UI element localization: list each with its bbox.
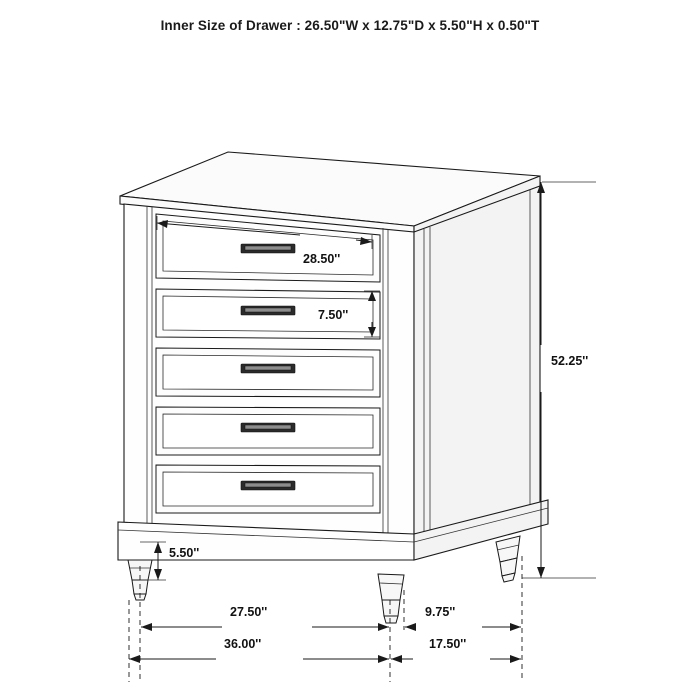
dim-front-width [141,623,389,631]
chest-side-panel [414,186,540,534]
drawer-3 [156,348,380,397]
label-front-width: 27.50'' [230,605,268,619]
label-overall-height: 52.25'' [551,354,589,368]
label-overall-depth: 17.50'' [429,637,467,651]
leg-front-right [378,574,404,623]
label-side-depth: 9.75'' [425,605,456,619]
label-overall-width: 36.00'' [224,637,262,651]
extension-lines [140,556,522,682]
label-drawer-height: 7.50'' [318,308,349,322]
page-title: Inner Size of Drawer : 26.50"W x 12.75"D x 5.50"H x 0.50"T [160,18,540,33]
leg-back-right [496,536,520,582]
dim-overall-depth [391,655,521,663]
drawer-4 [156,407,380,455]
label-drawer-width: 28.50'' [303,252,341,266]
label-leg-height: 5.50'' [169,546,200,560]
drawer-5 [156,465,380,513]
dim-side-depth [405,623,521,631]
